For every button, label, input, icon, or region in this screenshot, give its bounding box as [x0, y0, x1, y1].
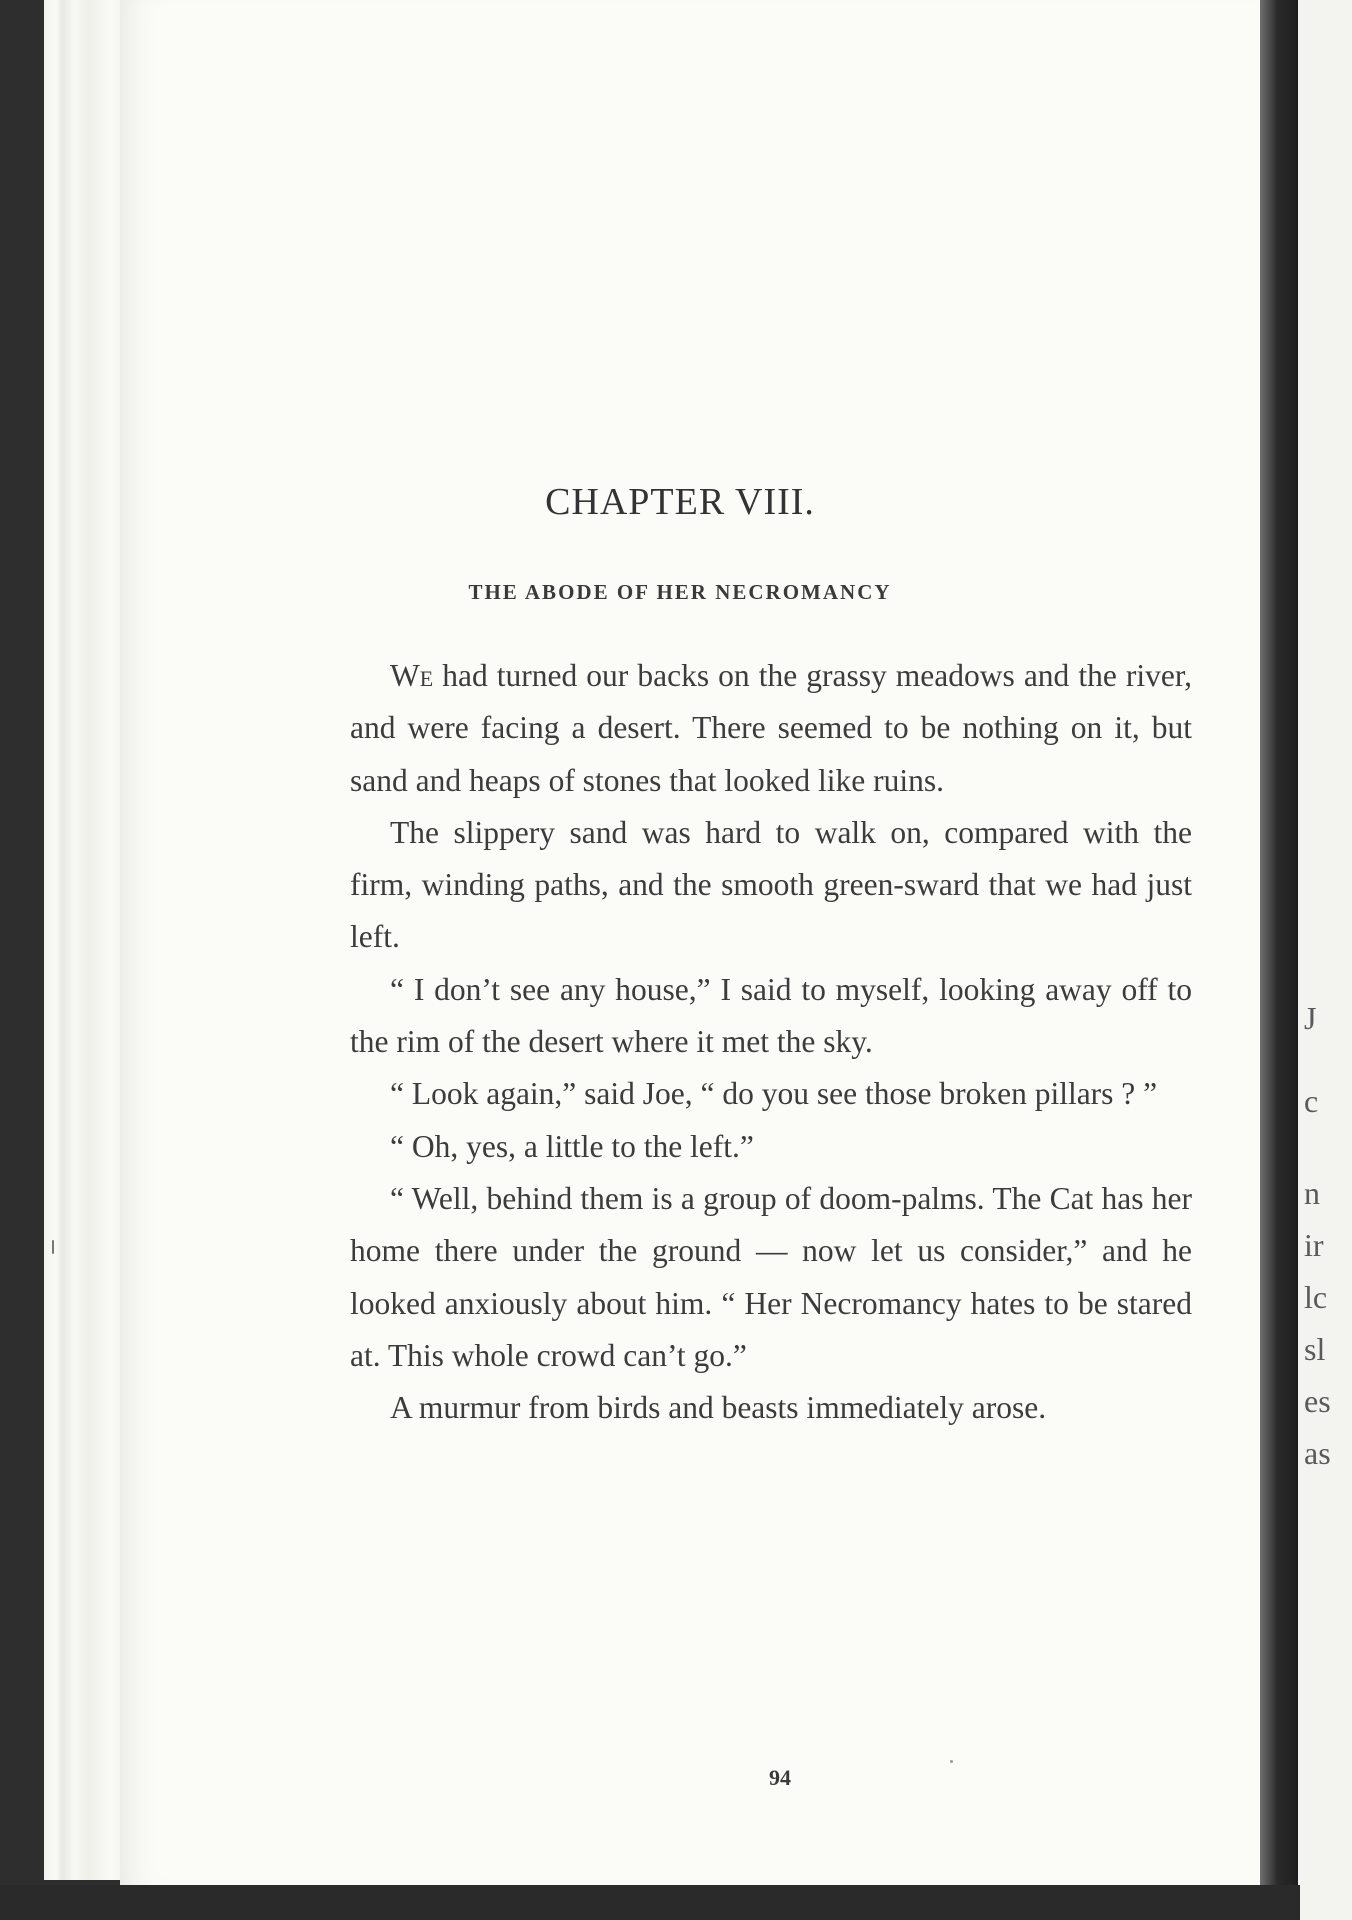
- paragraph: “ I don’t see any house,” I said to myself, looking away off to the rim of the desert where it met the sky.: [350, 971, 1192, 1060]
- facing-page-fragment: as: [1304, 1435, 1331, 1471]
- paragraph: A murmur from birds and beasts immediately arose.: [390, 1390, 1047, 1426]
- paragraph: “ Oh, yes, a little to the left.”: [390, 1128, 754, 1164]
- paragraph: [350, 650, 1192, 807]
- drop-word: We: [390, 658, 434, 693]
- paragraph: The slippery sand was hard to walk on, compared with the firm, winding paths, and the smooth green-sward that we had just left.: [350, 814, 1192, 955]
- chapter-title: CHAPTER VIII.: [545, 481, 815, 523]
- paragraph: “ Look again,” said Joe, “ do you see those broken pillars ? ”: [390, 1076, 1158, 1112]
- facing-page-fragment: es: [1304, 1383, 1331, 1419]
- paragraph: “ Well, behind them is a group of doom-palms. The Cat has her home there under the ground — now let us consider,” and he looked anxiously about him. “ Her Necromancy hates to be stared at. This whole crowd can’t go.”: [350, 1180, 1192, 1373]
- facing-page-fragment: c: [1304, 1083, 1319, 1119]
- chapter-subtitle: THE ABODE OF HER NECROMANCY: [468, 580, 892, 604]
- scan-bottom-edge: [0, 1885, 1300, 1920]
- facing-page-fragment: ir: [1304, 1227, 1324, 1263]
- paper-speck: [950, 1760, 953, 1763]
- facing-page-fragment: J: [1304, 1000, 1317, 1036]
- page-number: 94: [769, 1765, 791, 1790]
- chapter-body: [350, 650, 1192, 1434]
- facing-page-fragment: lc: [1304, 1279, 1328, 1315]
- facing-page-fragment: n: [1304, 1175, 1320, 1211]
- facing-page-fragment: sl: [1304, 1331, 1326, 1367]
- paragraph-text: had turned our backs on the grassy meadows and the river, and were facing a desert. There seemed to be nothing on it, but sand and heaps of stones that looked like ruins.: [350, 658, 1192, 798]
- facing-page-edge: [1298, 0, 1352, 1920]
- paper-mark: [52, 1240, 54, 1254]
